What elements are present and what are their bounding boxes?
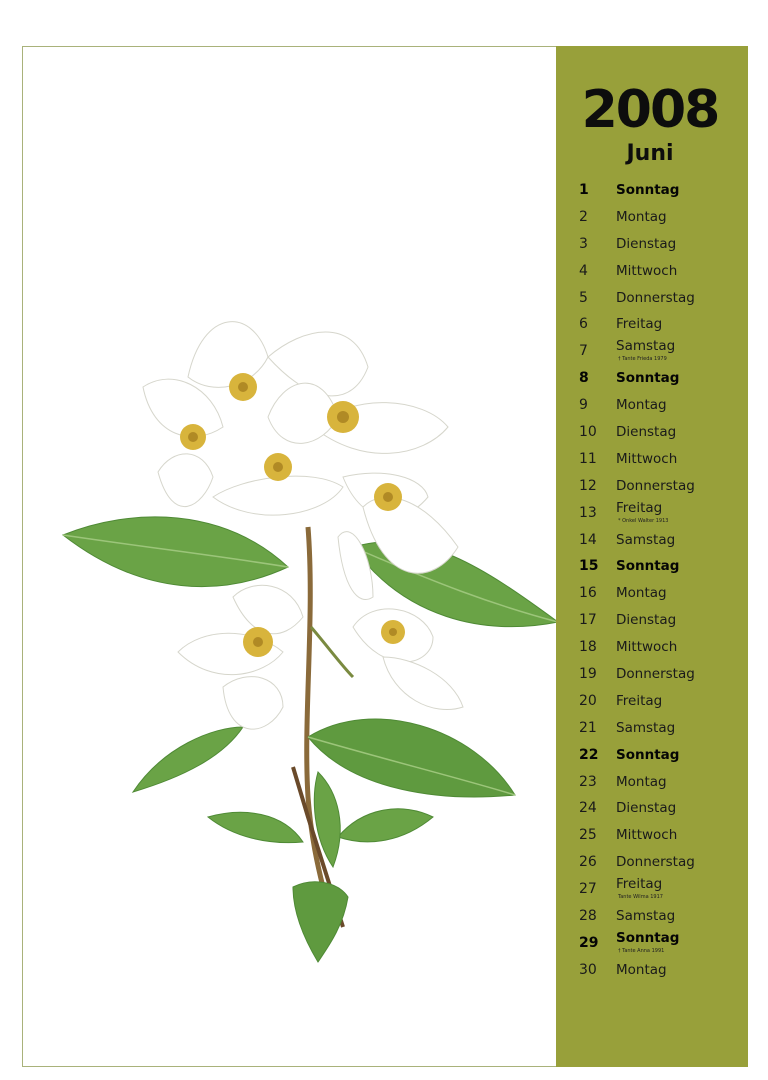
day-number: 24 [579,800,597,817]
day-list [556,178,748,985]
day-name: Samstag [616,908,676,925]
day-number: 23 [579,773,597,790]
day-number: 10 [579,424,597,441]
day-name: Dienstag [616,424,677,441]
day-row [556,662,748,689]
day-name: Samstag [616,719,676,736]
day-row [556,312,748,339]
day-row [556,716,748,743]
day-row [556,689,748,716]
day-note: † Tante Frieda 1979 [618,356,667,363]
day-name: Donnerstag [616,666,695,683]
day-row [556,528,748,555]
day-number: 1 [579,182,589,198]
day-name: Mittwoch [616,262,678,279]
day-name: Sonntag [616,929,680,946]
day-number: 18 [579,639,597,656]
day-row [556,958,748,985]
day-number: 27 [579,881,597,898]
day-name: Montag [616,397,667,414]
day-number: 26 [579,854,597,871]
calendar-month: Juni [626,141,674,166]
day-number: 21 [579,719,597,736]
day-number: 20 [579,692,597,709]
day-row [556,366,748,393]
day-row [556,474,748,501]
calendar-year: 2008 [581,80,719,140]
day-number: 19 [579,666,597,683]
day-row [556,608,748,635]
day-row [556,823,748,850]
day-row [556,393,748,420]
day-number: 22 [579,746,599,763]
day-name: Freitag [616,499,663,516]
day-name: Sonntag [616,370,680,387]
day-name: Freitag [616,316,663,333]
day-number: 14 [579,531,597,548]
day-number: 17 [579,612,597,629]
day-number: 9 [579,397,588,414]
day-number: 3 [579,235,588,252]
day-row [556,501,748,528]
day-name: Dienstag [616,235,677,252]
day-note: † Tante Anna 1991 [618,947,665,954]
day-name: Freitag [616,692,663,709]
day-number: 8 [579,370,589,387]
day-row [556,931,748,958]
day-row [556,447,748,474]
day-row [556,770,748,797]
day-row [556,635,748,662]
day-row [556,554,748,581]
calendar-sidebar [556,46,748,1067]
day-number: 6 [579,316,588,333]
day-number: 12 [579,477,597,494]
day-name: Mittwoch [616,827,678,844]
day-number: 28 [579,908,597,925]
day-number: 4 [579,262,588,279]
day-row [556,850,748,877]
day-row [556,178,748,205]
day-number: 25 [579,827,597,844]
day-row [556,259,748,286]
day-row [556,904,748,931]
day-number: 5 [579,289,588,306]
day-number: 11 [579,450,597,467]
day-name: Montag [616,585,667,602]
day-number: 15 [579,558,599,575]
day-row [556,420,748,447]
jasmine-flower-photo [53,297,573,977]
day-number: 13 [579,504,597,521]
day-number: 30 [579,961,597,978]
day-number: 16 [579,585,597,602]
day-name: Donnerstag [616,854,695,871]
day-row [556,205,748,232]
day-name: Dienstag [616,800,677,817]
day-number: 29 [579,934,599,951]
day-name: Samstag [616,531,676,548]
day-number: 7 [579,343,588,360]
day-row [556,743,748,770]
day-number: 2 [579,208,588,225]
day-row [556,877,748,904]
day-name: Montag [616,208,667,225]
day-row [556,286,748,313]
day-name: Montag [616,773,667,790]
day-name: Sonntag [616,558,680,575]
day-note: Tante Wilma 1917 [618,894,663,901]
day-name: Sonntag [616,182,680,198]
day-name: Montag [616,961,667,978]
day-note: * Onkel Walter 1913 [618,517,669,524]
day-row [556,581,748,608]
day-name: Mittwoch [616,450,678,467]
day-row [556,339,748,366]
day-name: Donnerstag [616,289,695,306]
day-name: Sonntag [616,746,680,763]
day-row [556,796,748,823]
day-name: Donnerstag [616,477,695,494]
day-name: Freitag [616,876,663,893]
day-name: Dienstag [616,612,677,629]
day-row [556,232,748,259]
day-name: Samstag [616,338,676,355]
day-name: Mittwoch [616,639,678,656]
